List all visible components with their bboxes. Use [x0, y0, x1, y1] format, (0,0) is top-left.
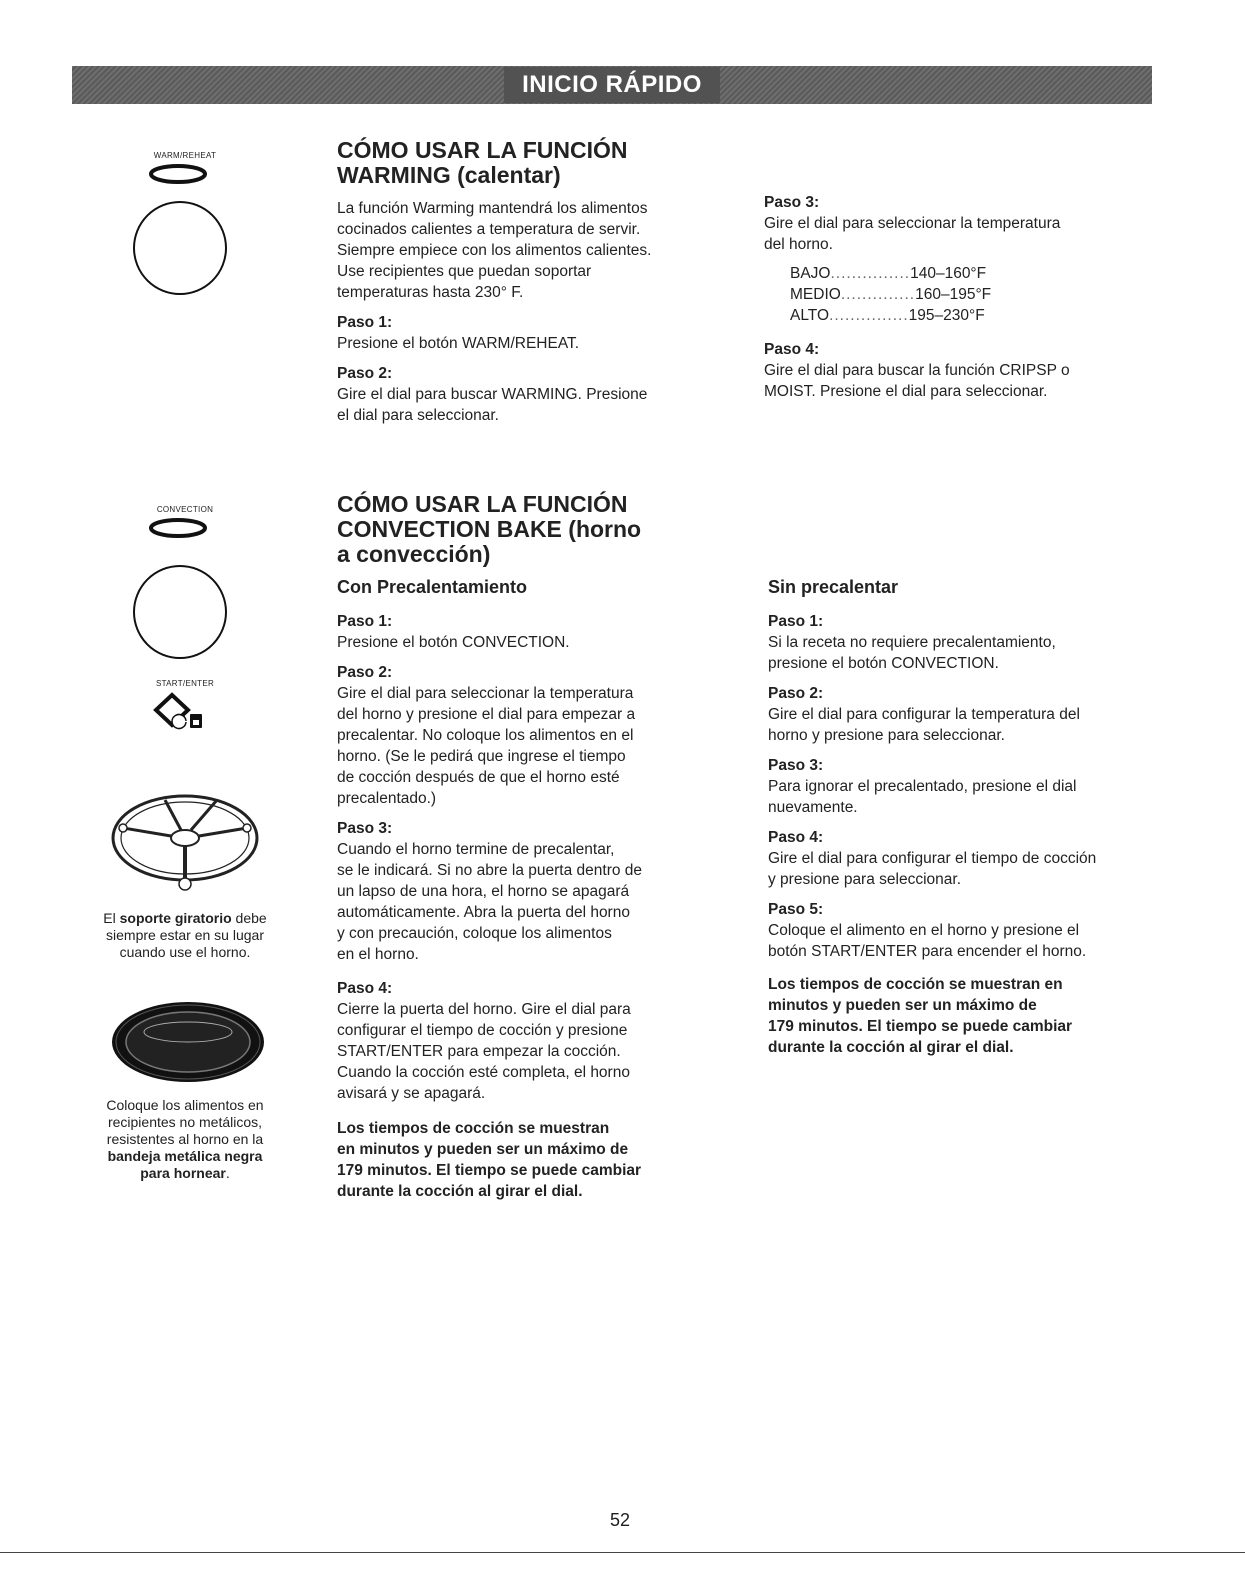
- caption-text: siempre estar en su lugar: [106, 927, 264, 943]
- step-text: y presione para seleccionar.: [768, 871, 962, 888]
- step-text: presione el botón CONVECTION.: [768, 655, 999, 672]
- dial-icon: [130, 196, 230, 300]
- step-text: Gire el dial para seleccionar la temperatura: [337, 685, 634, 702]
- step-text: del horno y presione el dial para empezar a: [337, 706, 636, 723]
- caption-bold-text: para hornear: [140, 1165, 226, 1181]
- baking-tray-image: [108, 998, 268, 1088]
- temp-row-medio: [764, 284, 1164, 305]
- step-text: Presione el botón CONVECTION.: [337, 634, 570, 651]
- caption-text: .: [225, 1165, 230, 1181]
- start-enter-label: START/ENTER: [155, 679, 215, 688]
- step-label: Paso 4:: [337, 980, 393, 997]
- warming-intro-line: Siempre empiece con los alimentos calientes.: [337, 242, 652, 259]
- page-title: INICIO RÁPIDO: [504, 67, 720, 103]
- step-label: Paso 4:: [768, 829, 824, 846]
- temp-dots: ...............: [829, 307, 909, 324]
- step-text: botón START/ENTER para encender el horno.: [768, 943, 1087, 960]
- step-label: Paso 1:: [337, 613, 393, 630]
- step-text: Gire el dial para configurar la temperatura del: [768, 706, 1080, 723]
- caption-text: recipientes no metálicos,: [107, 1114, 263, 1130]
- step-label: Paso 3:: [337, 820, 393, 837]
- with-preheat-column: [337, 577, 737, 1202]
- without-preheat-column: [768, 577, 1168, 1058]
- warming-title-line2: WARMING (calentar): [337, 162, 561, 188]
- step-text: configurar el tiempo de cocción y presione: [337, 1022, 628, 1039]
- cooking-time-note: durante la cocción al girar el dial.: [768, 1039, 1014, 1056]
- warm-reheat-label: WARM/REHEAT: [153, 151, 217, 160]
- warming-step1-text: Presione el botón WARM/REHEAT.: [337, 335, 580, 352]
- step-text: de cocción después de que el horno esté: [337, 769, 620, 786]
- cooking-time-note: Los tiempos de cocción se muestran: [337, 1120, 610, 1137]
- page-divider: [0, 1552, 1245, 1553]
- page-number: 52: [609, 1510, 631, 1530]
- step-text: Cierre la puerta del horno. Gire el dial para: [337, 1001, 631, 1018]
- warming-step3-label: Paso 3:: [764, 194, 820, 211]
- temp-dots: ...............: [830, 265, 911, 282]
- caption-bold-text: bandeja metálica negra: [107, 1148, 263, 1164]
- warming-left-column: [337, 198, 737, 426]
- step-text: horno. (Se le pedirá que ingrese el tiempo: [337, 748, 626, 765]
- step-text: y con precaución, coloque los alimentos: [337, 925, 612, 942]
- step-label: Paso 5:: [768, 901, 824, 918]
- warming-step4-text: MOIST. Presione el dial para seleccionar.: [764, 383, 1048, 400]
- step-text: horno y presione para seleccionar.: [768, 727, 1005, 744]
- step-text: Cuando la cocción esté completa, el horno: [337, 1064, 630, 1081]
- step-text: un lapso de una hora, el horno se apagará: [337, 883, 630, 900]
- warming-step3-text: del horno.: [764, 236, 833, 253]
- warming-intro-line: La función Warming mantendrá los alimentos: [337, 200, 648, 217]
- convection-button-label: CONVECTION: [156, 505, 214, 514]
- cooking-time-note: durante la cocción al girar el dial.: [337, 1183, 583, 1200]
- cooking-time-note: minutos y pueden ser un máximo de: [768, 997, 1037, 1014]
- warming-intro-line: temperaturas hasta 230° F.: [337, 284, 524, 301]
- caption-text: resistentes al horno en la: [106, 1131, 264, 1147]
- step-text: Coloque el alimento en el horno y presione el: [768, 922, 1080, 939]
- warming-step2-text: Gire el dial para buscar WARMING. Presione: [337, 386, 648, 403]
- cooking-time-note: 179 minutos. El tiempo se puede cambiar: [337, 1162, 642, 1179]
- step-text: Gire el dial para configurar el tiempo de cocción: [768, 850, 1097, 867]
- step-text: se le indicará. Si no abre la puerta dentro de: [337, 862, 643, 879]
- step-text: precalentar. No coloque los alimentos en el: [337, 727, 634, 744]
- tray-caption: [80, 1097, 290, 1182]
- step-text: precalentado.): [337, 790, 437, 807]
- step-label: Paso 3:: [768, 757, 824, 774]
- step-label: Paso 2:: [768, 685, 824, 702]
- step-text: avisará y se apagará.: [337, 1085, 486, 1102]
- step-label: Paso 1:: [768, 613, 824, 630]
- convection-title-line1: CÓMO USAR LA FUNCIÓN: [337, 491, 628, 517]
- temp-range: 195–230°F: [908, 307, 985, 324]
- start-enter-button-icon: [150, 690, 214, 734]
- caption-text: debe: [231, 910, 267, 926]
- temp-name: BAJO: [790, 265, 831, 282]
- warming-step4-text: Gire el dial para buscar la función CRIPSP o: [764, 362, 1070, 379]
- step-text: Cuando el horno termine de precalentar,: [337, 841, 615, 858]
- caption-text: cuando use el horno.: [119, 944, 251, 960]
- warming-step4-label: Paso 4:: [764, 341, 820, 358]
- step-text: en el horno.: [337, 946, 419, 963]
- warming-step1-label: Paso 1:: [337, 314, 393, 331]
- cooking-time-note: en minutos y pueden ser un máximo de: [337, 1141, 629, 1158]
- caption-bold-text: soporte giratorio: [119, 910, 232, 926]
- turntable-support-image: [105, 780, 265, 905]
- warming-step2-label: Paso 2:: [337, 365, 393, 382]
- convection-title-line3: a convección): [337, 541, 491, 567]
- temp-row-bajo: [764, 263, 1164, 284]
- dial-icon: [130, 560, 230, 664]
- convection-section-title: [337, 492, 757, 567]
- step-text: Si la receta no requiere precalentamiento,: [768, 634, 1056, 651]
- header-banner: [72, 66, 1152, 104]
- temp-range: 140–160°F: [910, 265, 987, 282]
- warm-reheat-button-icon: [148, 162, 210, 186]
- warming-section-title: [337, 138, 757, 188]
- step-text: nuevamente.: [768, 799, 858, 816]
- without-preheat-heading: Sin precalentar: [768, 577, 899, 597]
- convection-button-icon: [148, 516, 210, 540]
- temp-name: MEDIO: [790, 286, 841, 303]
- warming-right-column: [764, 193, 1164, 402]
- step-text: automáticamente. Abra la puerta del horno: [337, 904, 630, 921]
- step-text: START/ENTER para empezar la cocción.: [337, 1043, 621, 1060]
- step-text: Para ignorar el precalentado, presione el dial: [768, 778, 1077, 795]
- temp-dots: ..............: [840, 286, 916, 303]
- warming-title-line1: CÓMO USAR LA FUNCIÓN: [337, 137, 628, 163]
- convection-title-line2: CONVECTION BAKE (horno: [337, 516, 642, 542]
- warming-step3-text: Gire el dial para seleccionar la temperatura: [764, 215, 1061, 232]
- caption-text: Coloque los alimentos en: [106, 1097, 264, 1113]
- caption-text: El: [103, 910, 120, 926]
- with-preheat-heading: Con Precalentamiento: [337, 577, 528, 597]
- cooking-time-note: 179 minutos. El tiempo se puede cambiar: [768, 1018, 1073, 1035]
- turntable-caption: [80, 910, 290, 961]
- warming-intro-line: cocinados calientes a temperatura de servir.: [337, 221, 641, 238]
- step-label: Paso 2:: [337, 664, 393, 681]
- temp-range: 160–195°F: [915, 286, 992, 303]
- temp-name: ALTO: [790, 307, 830, 324]
- warming-intro-line: Use recipientes que puedan soportar: [337, 263, 592, 280]
- cooking-time-note: Los tiempos de cocción se muestran en: [768, 976, 1063, 993]
- warming-step2-text: el dial para seleccionar.: [337, 407, 499, 424]
- temp-row-alto: [764, 305, 1164, 326]
